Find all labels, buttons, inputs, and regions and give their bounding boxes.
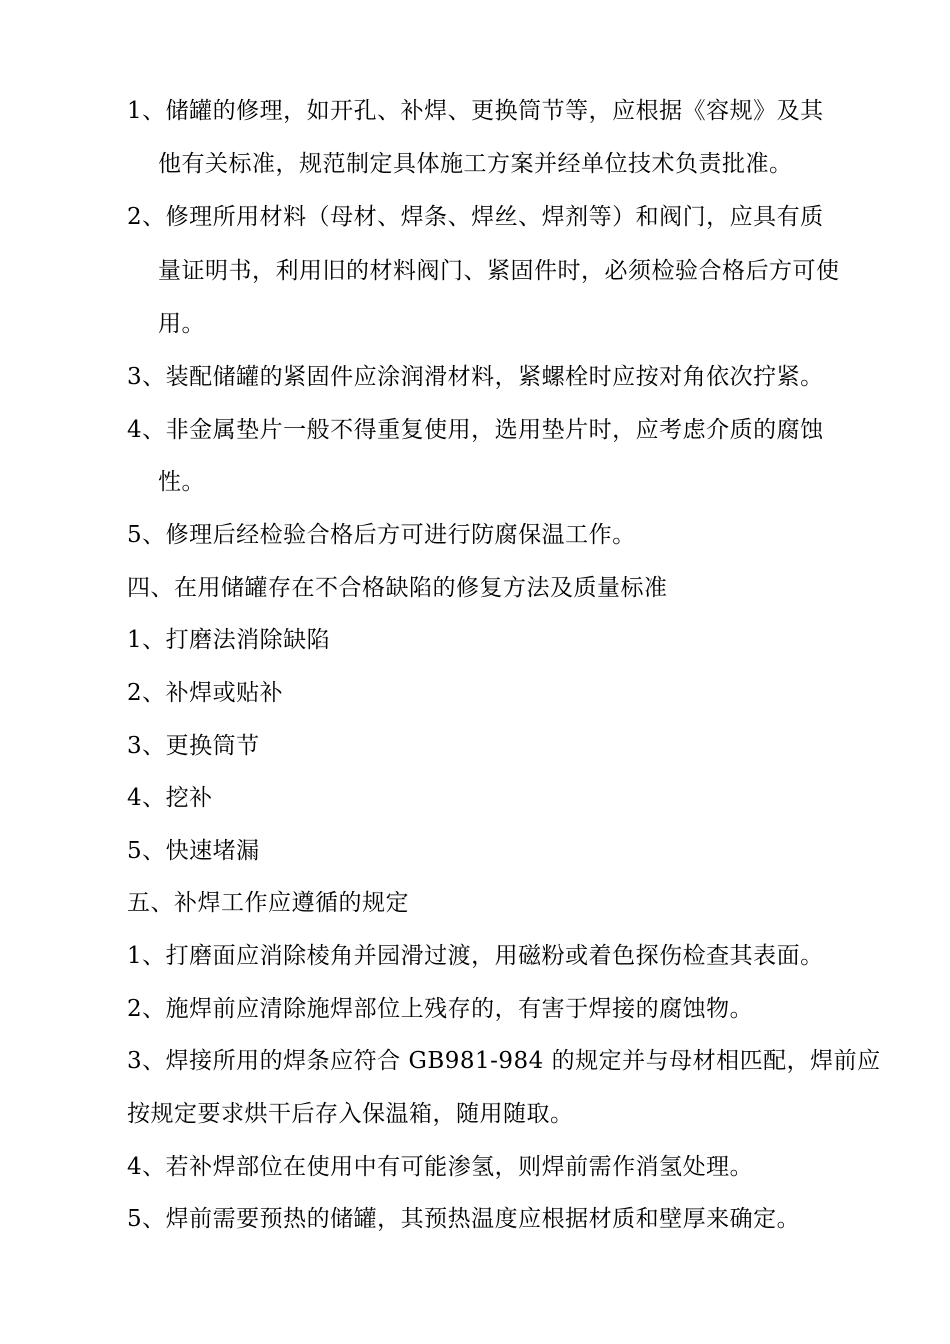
text-line-3: 2、修理所用材料（母材、焊条、焊丝、焊剂等）和阀门，应具有质 — [127, 204, 824, 230]
text-line-15: 5、快速堵漏 — [127, 838, 260, 864]
text-line-1: 1、储罐的修理，如开孔、补焊、更换筒节等，应根据《容规》及其 — [127, 98, 824, 124]
text-line-4: 量证明书，利用旧的材料阀门、紧固件时，必须检验合格后方可使 — [158, 258, 840, 284]
section-heading-4: 四、在用储罐存在不合格缺陷的修复方法及质量标准 — [127, 575, 668, 601]
text-line-2: 他有关标准，规范制定具体施工方案并经单位技术负责批准。 — [158, 151, 793, 177]
text-line-12: 2、补焊或贴补 — [127, 680, 284, 706]
text-line-11: 1、打磨法消除缺陷 — [127, 627, 331, 653]
section-heading-5: 五、补焊工作应遵循的规定 — [127, 890, 409, 916]
text-line-17: 1、打磨面应消除棱角并园滑过渡，用磁粉或着色探伤检查其表面。 — [127, 943, 824, 969]
text-line-8: 性。 — [158, 469, 205, 495]
text-line-9: 5、修理后经检验合格后方可进行防腐保温工作。 — [127, 522, 636, 548]
text-line-7: 4、非金属垫片一般不得重复使用，选用垫片时，应考虑介质的腐蚀 — [127, 417, 824, 443]
text-line-5: 用。 — [158, 311, 205, 337]
text-line-13: 3、更换筒节 — [127, 733, 260, 759]
text-line-21: 4、若补焊部位在使用中有可能渗氢，则焊前需作消氢处理。 — [127, 1154, 754, 1180]
text-line-20: 按规定要求烘干后存入保温箱，随用随取。 — [127, 1101, 574, 1127]
text-line-14: 4、挖补 — [127, 785, 213, 811]
text-line-19: 3、焊接所用的焊条应符合 GB981-984 的规定并与母材相匹配，焊前应 — [127, 1048, 881, 1074]
text-line-6: 3、装配储罐的紧固件应涂润滑材料，紧螺栓时应按对角依次拧紧。 — [127, 364, 824, 390]
text-line-22: 5、焊前需要预热的储罐，其预热温度应根据材质和壁厚来确定。 — [127, 1206, 801, 1232]
text-line-18: 2、施焊前应清除施焊部位上残存的，有害于焊接的腐蚀物。 — [127, 996, 754, 1022]
